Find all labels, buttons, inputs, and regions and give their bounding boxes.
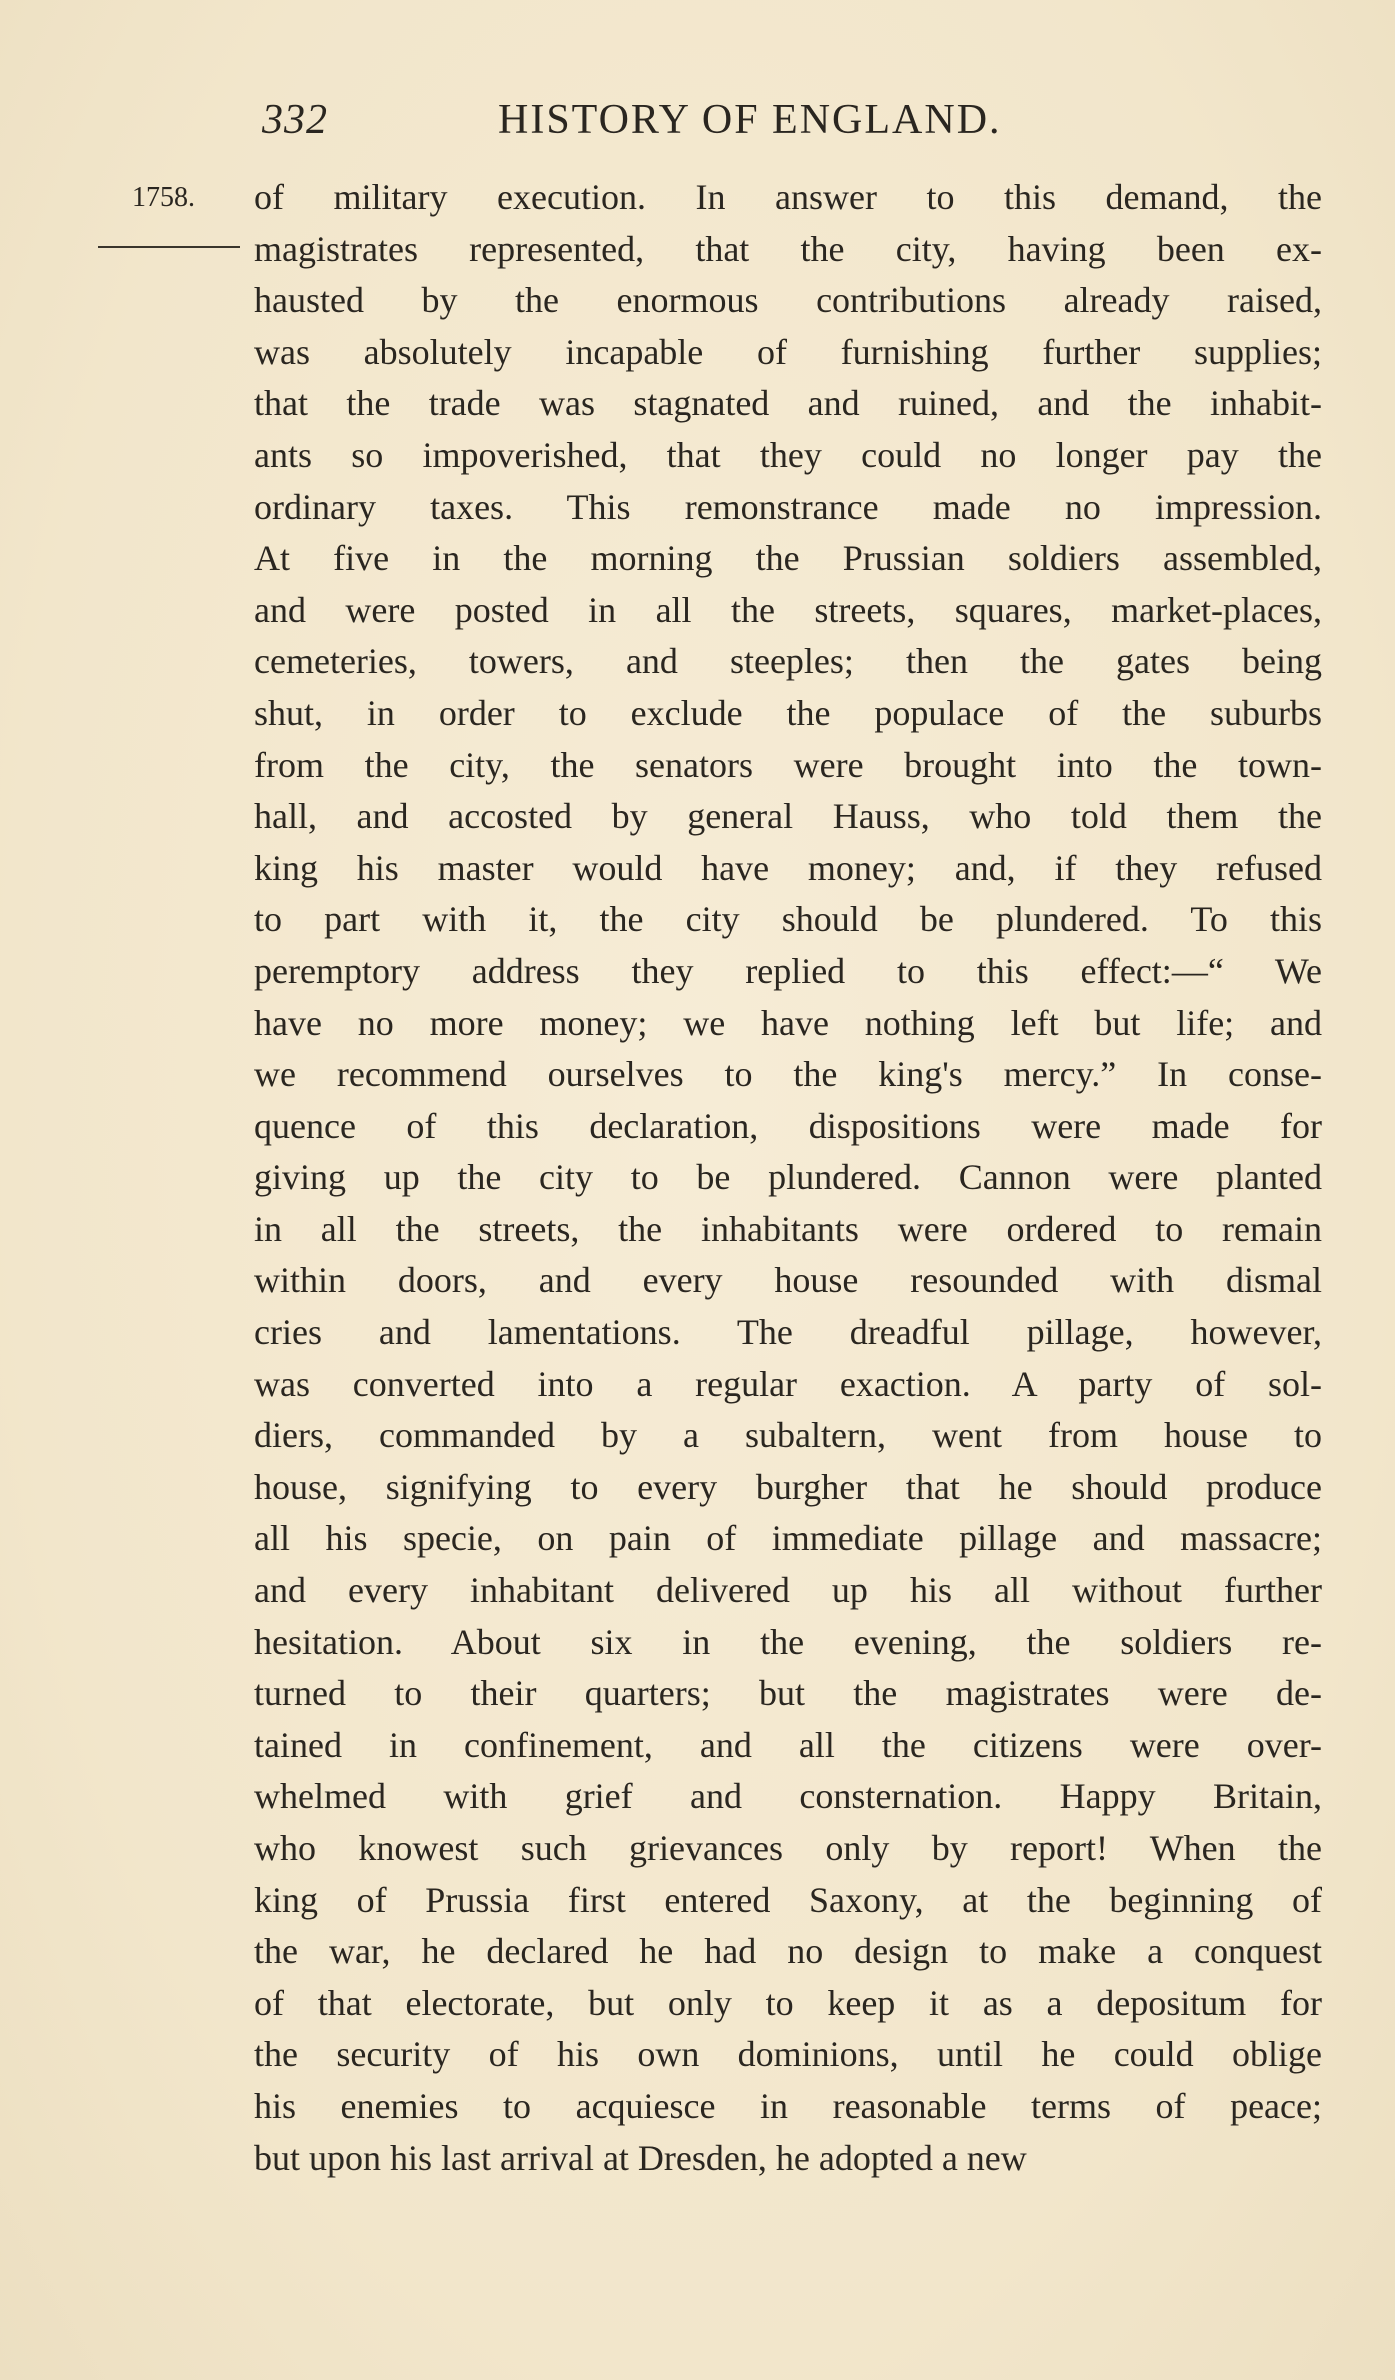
text-line: in all the streets, the inhabitants were ordered to remain <box>254 1208 1322 1249</box>
text-line: cemeteries, towers, and steeples; then the gates being <box>254 641 1322 682</box>
text-line: king his master would have money; and, if they refused <box>254 847 1322 888</box>
margin-rule <box>98 246 240 248</box>
text-line: who knowest such grievances only by report! When the <box>254 1828 1322 1868</box>
text-line: hausted by the enormous contributions already raised, <box>254 280 1322 321</box>
text-line: turned to their quarters; but the magistrates were de- <box>254 1673 1322 1714</box>
text-line: ants so impoverished, that they could no longer pay the <box>254 434 1322 475</box>
text-line: but upon his last arrival at Dresden, he adopted a new <box>254 2137 1027 2178</box>
body-text <box>254 172 1322 2184</box>
text-line: the war, he declared he had no design to make a conquest <box>254 1931 1322 1972</box>
text-line: shut, in order to exclude the populace of the suburbs <box>254 692 1322 733</box>
text-line: At five in the morning the Prussian soldiers assembled, <box>254 538 1322 579</box>
running-header <box>262 96 1102 156</box>
text-line: tained in confinement, and all the citizens were over- <box>254 1724 1322 1765</box>
text-line: ordinary taxes. This remonstrance made no impression. <box>254 486 1322 527</box>
text-line: hesitation. About six in the evening, the soldiers re- <box>254 1621 1322 1662</box>
running-title: HISTORY OF ENGLAND. <box>498 97 1002 143</box>
text-line: whelmed with grief and consternation. Happy Britain, <box>254 1776 1322 1817</box>
text-line: we recommend ourselves to the king's mercy.” In conse- <box>254 1054 1322 1095</box>
text-line: to part with it, the city should be plundered. To this <box>254 899 1322 940</box>
text-line: peremptory address they replied to this effect:—“ We <box>254 950 1322 991</box>
text-line: of that electorate, but only to keep it as a depositum for <box>254 1982 1322 2023</box>
text-line: diers, commanded by a subaltern, went from house to <box>254 1415 1322 1456</box>
text-line: his enemies to acquiesce in reasonable terms of peace; <box>254 2085 1322 2126</box>
margin-year-note: 1758. <box>132 182 195 213</box>
text-line: was converted into a regular exaction. A party of sol- <box>254 1363 1322 1404</box>
text-line: have no more money; we have nothing left but life; and <box>254 1002 1322 1043</box>
text-line: giving up the city to be plundered. Cannon were planted <box>254 1157 1322 1198</box>
text-line: of military execution. In answer to this demand, the <box>254 177 1322 217</box>
page-number: 332 <box>262 97 328 143</box>
text-line: magistrates represented, that the city, having been ex- <box>254 228 1322 269</box>
text-line: was absolutely incapable of furnishing further supplies; <box>254 331 1322 372</box>
text-line: and every inhabitant delivered up his all without further <box>254 1570 1322 1611</box>
text-line: hall, and accosted by general Hauss, who told them the <box>254 796 1322 837</box>
text-line: king of Prussia first entered Saxony, at the beginning of <box>254 1879 1322 1920</box>
text-line: the security of his own dominions, until he could oblige <box>254 2034 1322 2075</box>
text-line: that the trade was stagnated and ruined, and the inhabit- <box>254 383 1322 424</box>
text-line: within doors, and every house resounded with dismal <box>254 1260 1322 1301</box>
text-line: cries and lamentations. The dreadful pillage, however, <box>254 1312 1322 1353</box>
text-line: house, signifying to every burgher that he should produce <box>254 1466 1322 1507</box>
text-line: all his specie, on pain of immediate pillage and massacre; <box>254 1518 1322 1559</box>
text-line: and were posted in all the streets, squares, market-places, <box>254 589 1322 630</box>
text-line: quence of this declaration, dispositions were made for <box>254 1105 1322 1146</box>
text-line: from the city, the senators were brought into the town- <box>254 744 1322 785</box>
